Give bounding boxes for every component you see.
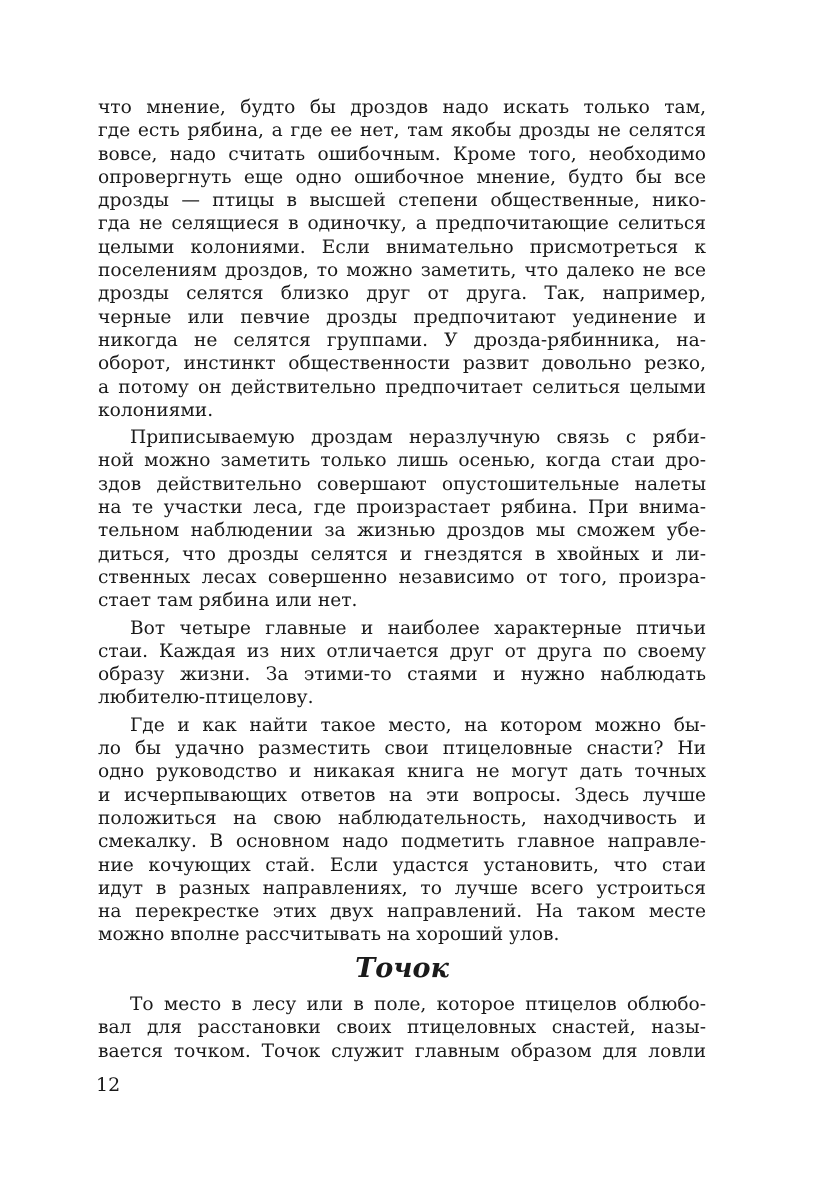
main-text (98, 96, 706, 951)
text-line: ло бы удачно разместить свои птицеловные снасти? Ни (98, 738, 706, 760)
text-line: тельном наблюдении за жизнью дроздов мы сможем убе- (98, 520, 706, 542)
text-line: что мнение, будто бы дроздов надо искать только там, (98, 97, 706, 118)
text-line: одно руководство и никакая книга не могут дать точных (98, 761, 706, 783)
text-line: вовсе, надо считать ошибочным. Кроме того, необходимо (98, 143, 706, 165)
text-line: а потому он действительно предпочитает селиться целыми (98, 376, 706, 398)
text-line: где есть рябина, а где ее нет, там якобы дрозды не селятся (98, 120, 706, 142)
text-line: дрозды — птицы в высшей степени общественные, нико- (98, 190, 706, 212)
page-number: 12 (96, 1074, 121, 1096)
text-line: можно вполне рассчитывать на хороший улов. (98, 924, 560, 946)
paragraph-2 (98, 426, 706, 612)
text-line: вал для расстановки своих птицеловных снастей, назы- (98, 1017, 706, 1039)
text-line: стает там рябина или нет. (98, 590, 358, 612)
text-line: колониями. (98, 399, 214, 421)
text-line: Вот четыре главные и наиболее характерные птичьи (130, 617, 706, 639)
text-line: и исчерпывающих ответов на эти вопросы. Здесь лучше (98, 784, 706, 806)
text-line: никогда не селятся группами. У дрозда-рябинника, на- (98, 329, 706, 351)
text-line: опровергнуть еще одно ошибочное мнение, будто бы все (98, 166, 706, 188)
text-line: образу жизни. За этими-то стаями и нужно наблюдать (98, 664, 706, 686)
text-line: дрозды селятся близко друг от друга. Так, например, (98, 283, 706, 305)
text-line: любителю-птицелову. (98, 687, 314, 709)
paragraph-1 (98, 96, 706, 422)
text-line: смекалку. В основном надо подметить главное направле- (98, 831, 706, 853)
text-line: ственных лесах совершенно независимо от того, произра- (98, 566, 706, 588)
text-line: поселениям дроздов, то можно заметить, что далеко не все (98, 260, 706, 282)
text-line: идут в разных направлениях, то лучше всего устроиться (98, 877, 706, 899)
paragraph-4 (98, 714, 706, 947)
text-line: оборот, инстинкт общественности развит довольно резко, (98, 353, 706, 375)
text-line: ной можно заметить только лишь осенью, когда стаи дро- (98, 450, 706, 472)
text-line: на перекрестке этих двух направлений. На таком месте (98, 901, 706, 923)
section-heading: Точок (355, 953, 449, 984)
text-line: черные или певчие дрозды предпочитают уединение и (98, 306, 706, 328)
text-line: Приписываемую дроздам неразлучную связь с ряби- (130, 427, 706, 449)
text-line: здов действительно совершают опустошительные налеты (98, 473, 706, 495)
final-paragraph (98, 993, 706, 1063)
text-line: целыми колониями. Если внимательно присмотреться к (98, 236, 706, 258)
text-line: стаи. Каждая из них отличается друг от друга по своему (98, 640, 706, 662)
text-line: То место в лесу или в поле, которое птицелов облюбо- (130, 994, 706, 1015)
text-line: ние кочующих стай. Если удастся установить, что стаи (98, 854, 706, 876)
paragraph-3 (98, 617, 706, 710)
text-line: вается точком. Точок служит главным образом для ловли (98, 1040, 706, 1062)
text-line: положиться на свою наблюдательность, находчивость и (98, 807, 706, 829)
text-line: Где и как найти такое место, на котором можно бы- (130, 714, 706, 736)
text-line: гда не селящиеся в одиночку, а предпочитающие селиться (98, 213, 706, 235)
text-line: на те участки леса, где произрастает рябина. При внима- (98, 497, 706, 519)
text-line: диться, что дрозды селятся и гнездятся в хвойных и ли- (98, 543, 706, 565)
